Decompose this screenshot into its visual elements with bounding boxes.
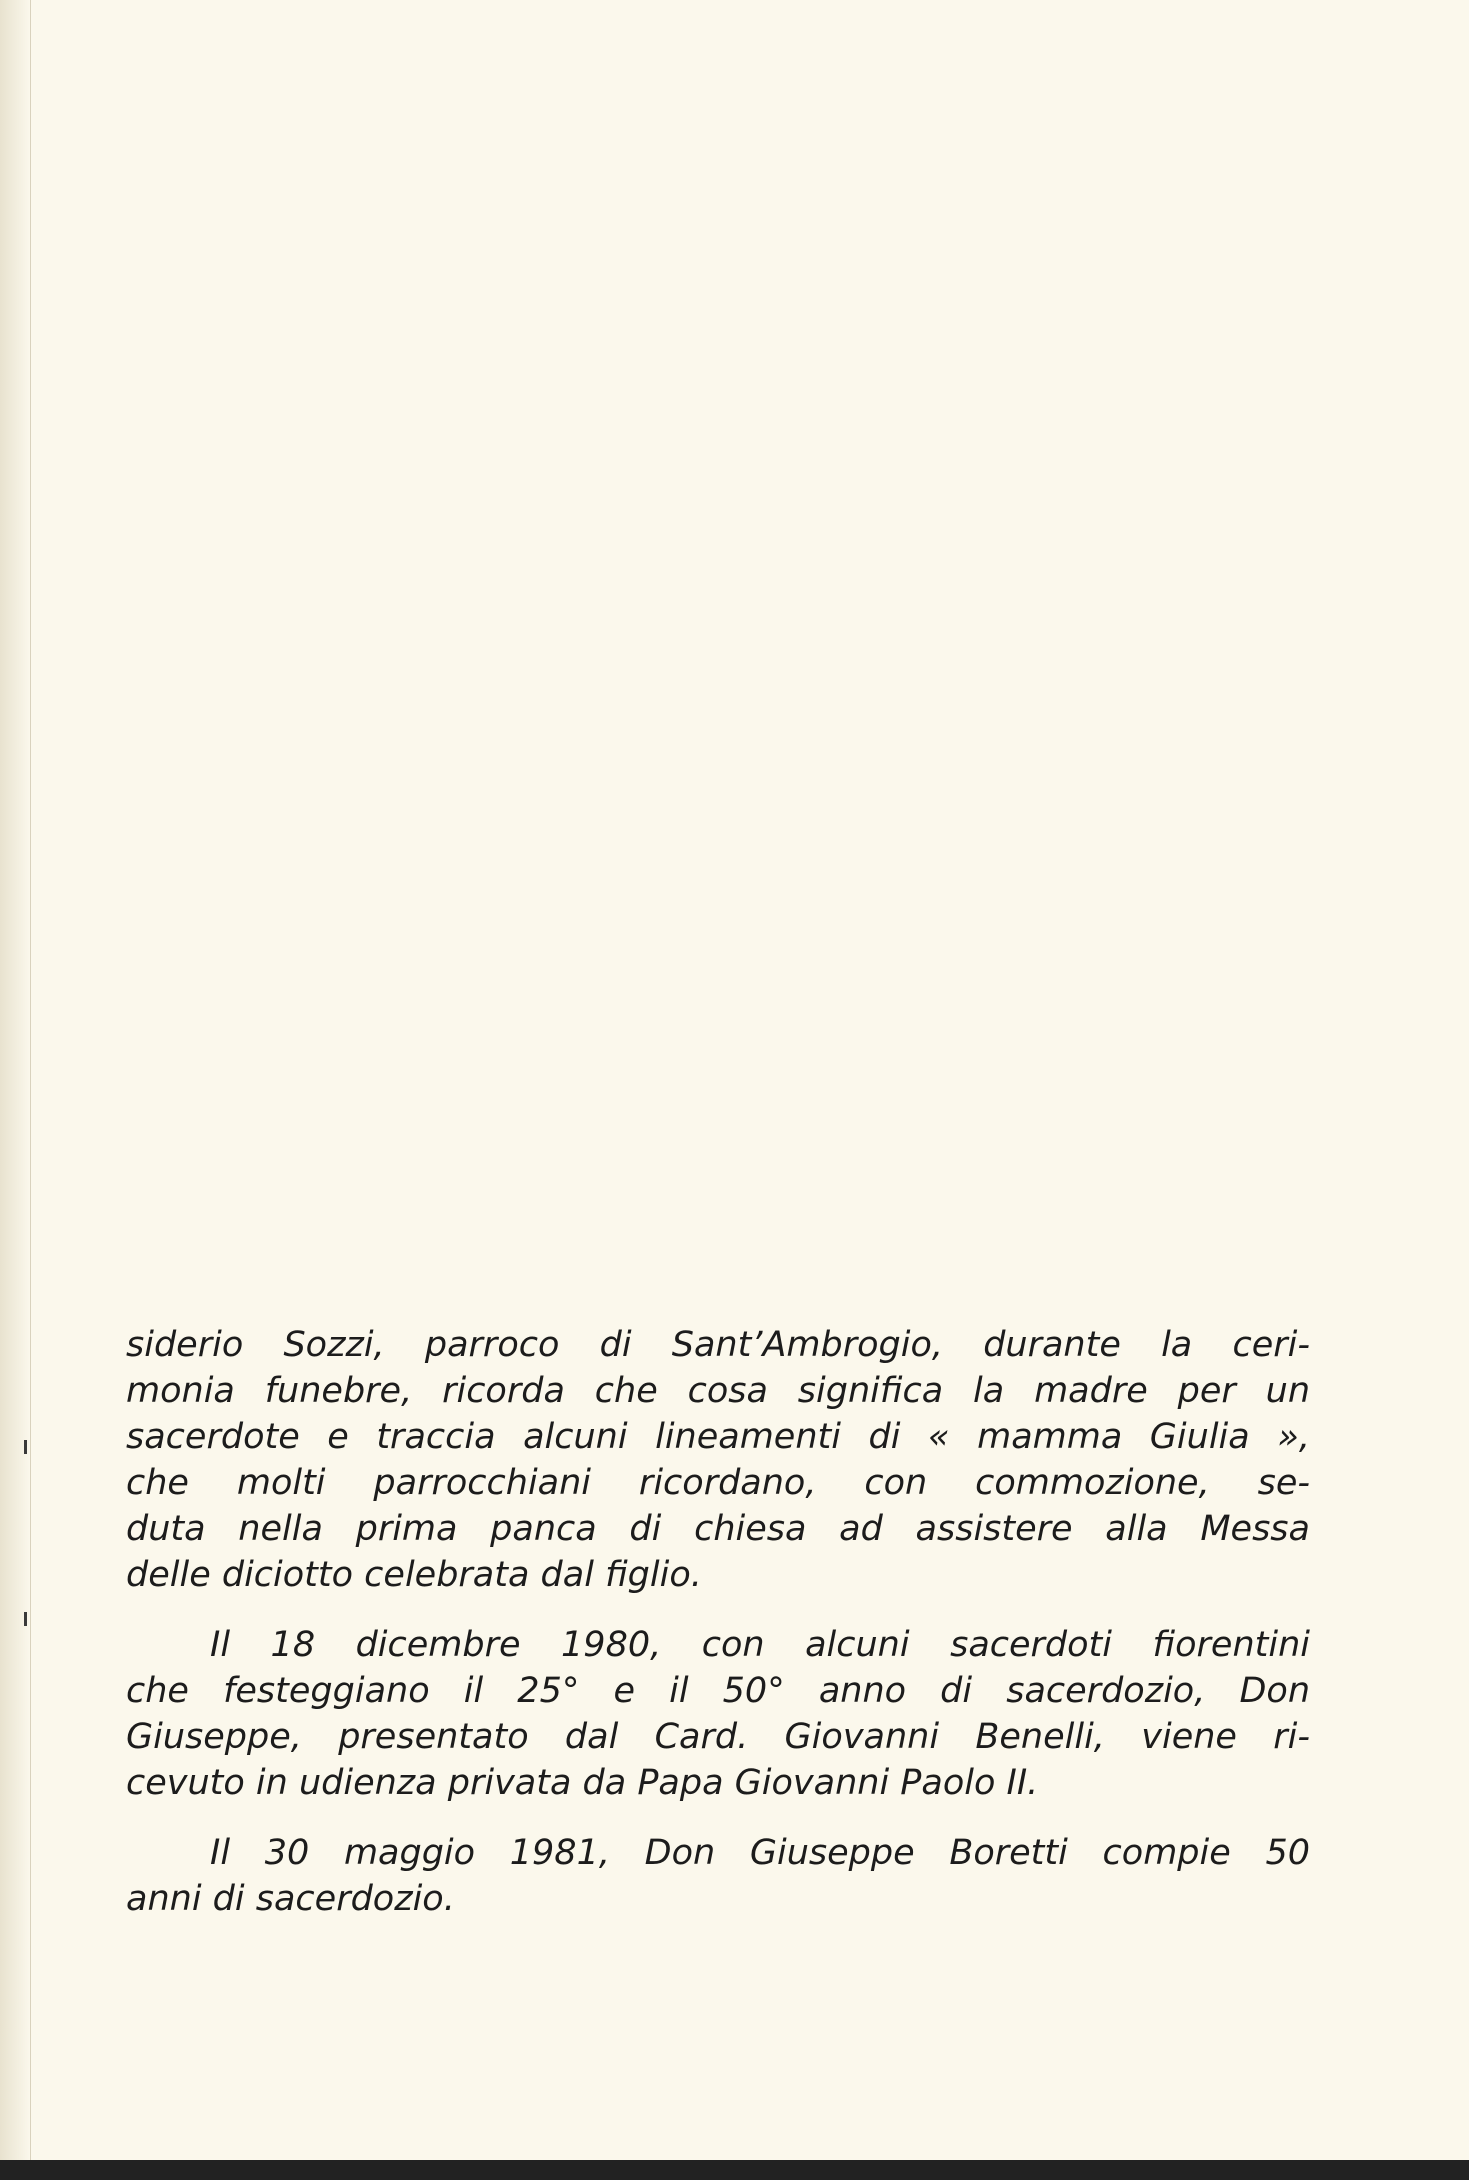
page-gutter: [0, 0, 31, 2160]
paragraph-1: [126, 1322, 1310, 1598]
text-line: Il 30 maggio 1981, Don Giuseppe Boretti compie 50: [210, 1833, 1310, 1873]
text-line: che molti parrocchiani ricordano, con commozione, se-: [126, 1463, 1310, 1503]
binding-staple: [24, 1440, 27, 1454]
scan-border: [0, 2160, 1469, 2180]
text-line: monia funebre, ricorda che cosa significa la madre per un: [126, 1371, 1310, 1411]
binding-staple: [24, 1612, 27, 1626]
text-line: delle diciotto celebrata dal figlio.: [126, 1555, 702, 1595]
text-line: anni di sacerdozio.: [126, 1879, 455, 1919]
text-line: sacerdote e traccia alcuni lineamenti di « mamma Giulia »,: [126, 1417, 1310, 1457]
paragraph-3: [126, 1830, 1310, 1922]
text-line: Il 18 dicembre 1980, con alcuni sacerdoti fiorentini: [210, 1625, 1310, 1665]
body-text: [126, 1322, 1310, 1922]
text-line: siderio Sozzi, parroco di Sant’Ambrogio, durante la ceri-: [126, 1325, 1310, 1365]
text-line: duta nella prima panca di chiesa ad assistere alla Messa: [126, 1509, 1310, 1549]
text-line: Giuseppe, presentato dal Card. Giovanni Benelli, viene ri-: [126, 1717, 1310, 1757]
paragraph-2: [126, 1622, 1310, 1806]
text-line: che festeggiano il 25° e il 50° anno di sacerdozio, Don: [126, 1671, 1310, 1711]
text-line: cevuto in udienza privata da Papa Giovanni Paolo II.: [126, 1763, 1039, 1803]
